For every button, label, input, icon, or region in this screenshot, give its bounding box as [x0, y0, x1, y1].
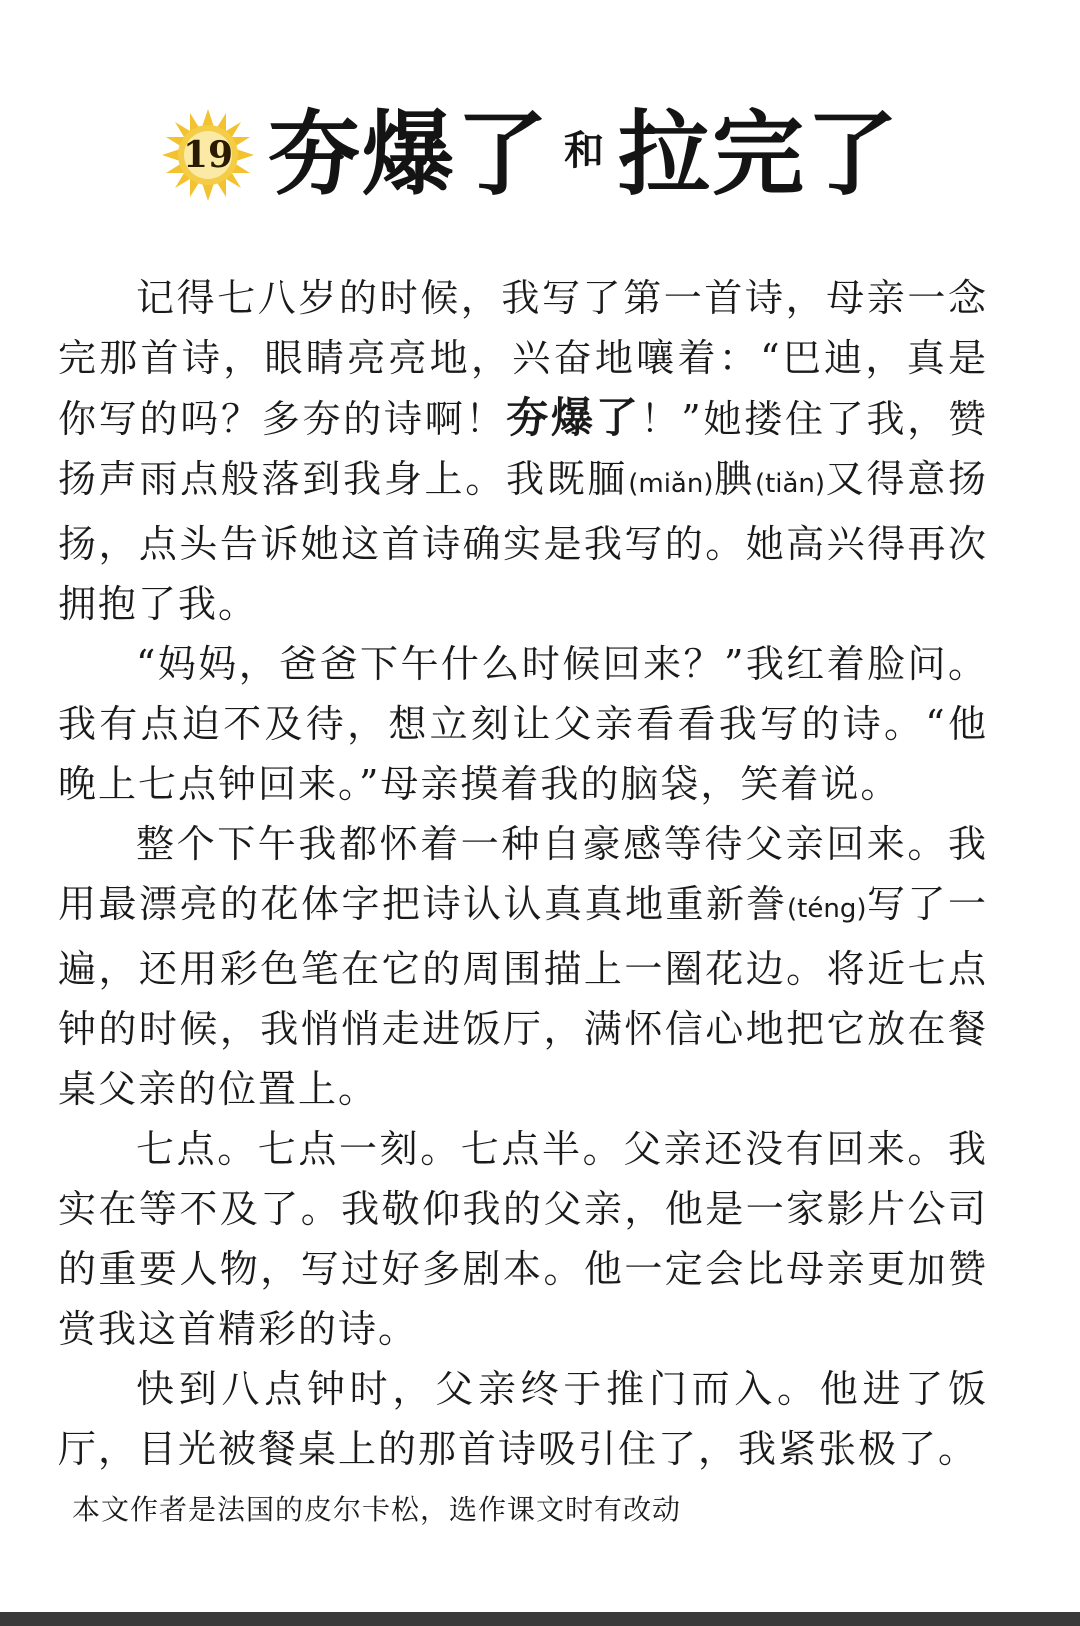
paragraph-2: “妈妈，爸爸下午什么时候回来？”我红着脸问。我有点迫不及待，想立刻让父亲看看我写的诗。“他晚上七点钟回来。”母亲摸着我的脑袋，笑着说。	[58, 642, 988, 806]
title-part-2: 拉完了	[618, 101, 901, 208]
footnote: 本文作者是法国的皮尔卡松，选作课文时有改动	[72, 1493, 682, 1526]
lesson-number: 19	[182, 134, 234, 176]
paragraph-3-text-a: 整个下午我都怀着一种自豪感等待父亲回来。我用最漂亮的花体字把诗认认真真地重新誊	[58, 822, 988, 926]
paragraph-1-text-c: 腆	[713, 457, 755, 501]
paragraph-1-emphasis: 夯爆了	[506, 393, 641, 442]
sun-badge-icon	[160, 107, 256, 203]
paragraph-4: 七点。七点一刻。七点半。父亲还没有回来。我实在等不及了。我敬仰我的父亲，他是一家影片公司的重要人物，写过好多剧本。他一定会比母亲更加赞赏我这首精彩的诗。	[58, 1127, 988, 1351]
pinyin-teng: (téng)	[787, 894, 867, 924]
title-joiner: 和	[564, 127, 605, 174]
lesson-title-row	[160, 100, 900, 210]
title-part-1: 夯爆了	[268, 101, 551, 208]
paragraph-1	[58, 268, 988, 634]
paragraph-1-text-b: ！”她搂住了我，赞扬声雨点般落到我身上。我既腼	[58, 397, 988, 501]
paragraph-3-text-b: 写了一遍，还用彩色笔在它的周围描上一圈花边。将近七点钟的时候，我悄悄走进饭厅，满怀信心地把它放在餐桌父亲的位置上。	[58, 882, 988, 1111]
bottom-edge-bar	[0, 1612, 1080, 1626]
pinyin-tian: (tiǎn)	[754, 469, 826, 499]
paragraph-5: 快到八点钟时，父亲终于推门而入。他进了饭厅，目光被餐桌上的那首诗吸引住了，我紧张极了。	[58, 1367, 988, 1471]
pinyin-mian: (miǎn)	[628, 469, 714, 499]
paragraph-3	[58, 814, 988, 1119]
paragraph-1-text-a: 记得七八岁的时候，我写了第一首诗，母亲一念完那首诗，眼睛亮亮地，兴奋地嚷着：“巴迪，真是你写的吗？多夯的诗啊！	[58, 276, 988, 441]
paragraph-1-text-d: 又得意扬扬，点头告诉她这首诗确实是我写的。她高兴得再次拥抱了我。	[58, 457, 988, 626]
article-body	[58, 268, 988, 1479]
